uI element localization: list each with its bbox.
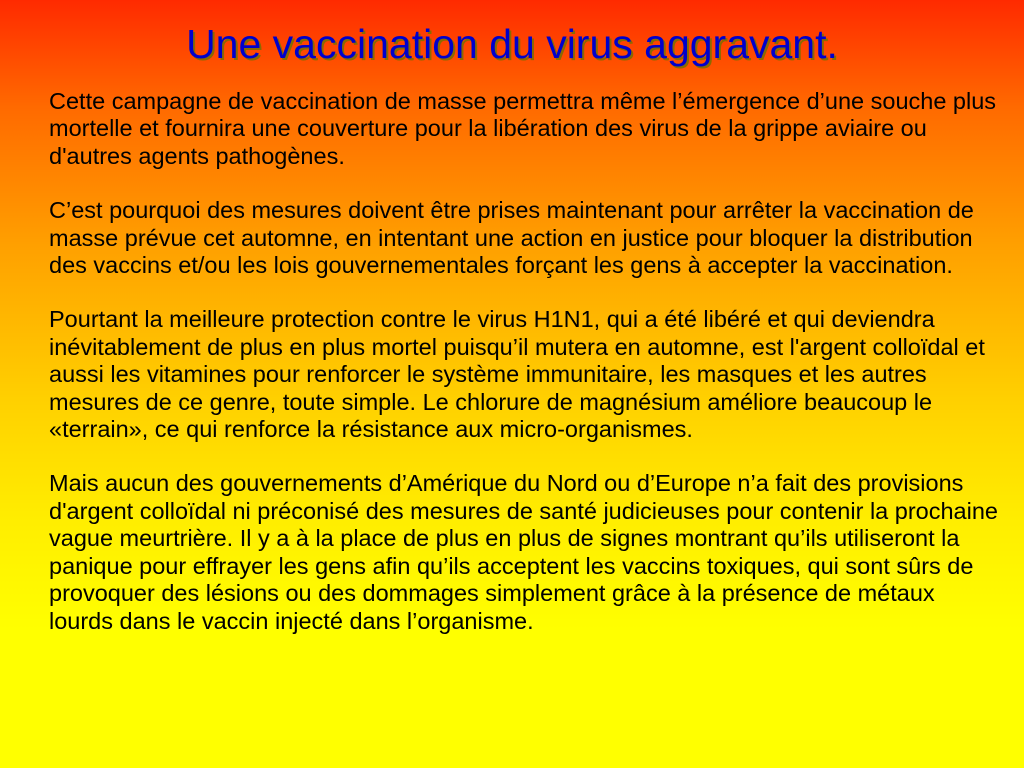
paragraph-3: Pourtant la meilleure protection contre le virus H1N1, qui a été libéré et qui deviendra inévitablement de plus en plus mortel puisqu’il mutera en automne, est l'argent colloïdal et aussi les vitamines pour renforcer le système immunitaire, les masques et les autres mesures de ce genre, toute simple. Le chlorure de magnésium améliore beaucoup le «terrain», ce qui renforce la résistance aux micro-organismes. bbox=[49, 306, 985, 443]
paragraph-2: C’est pourquoi des mesures doivent être prises maintenant pour arrêter la vaccination de masse prévue cet automne, en intentant une action en justice pour bloquer la distribution des vaccins et/ou les lois gouvernementales forçant les gens à accepter la vaccination. bbox=[49, 197, 974, 279]
paragraph-1: Cette campagne de vaccination de masse permettra même l’émergence d’une souche plus mortelle et fournira une couverture pour la libération des virus de la grippe aviaire ou d'autres agents pathogènes. bbox=[49, 88, 997, 169]
slide-body bbox=[49, 88, 1001, 635]
paragraph-4: Mais aucun des gouvernements d’Amérique du Nord ou d’Europe n’a fait des provisions d'argent colloïdal ni préconisé des mesures de santé judicieuses pour contenir la prochaine vague meurtrière. Il y a à la place de plus en plus de signes montrant qu’ils utiliseront la panique pour effrayer les gens afin qu’ils acceptent les vaccins toxiques, qui sont sûrs de provoquer des lésions ou des dommages simplement grâce à la présence de métaux lourds dans le vaccin injecté dans l’organisme. bbox=[49, 470, 998, 634]
slide-title: Une vaccination du virus aggravant. bbox=[186, 21, 838, 67]
